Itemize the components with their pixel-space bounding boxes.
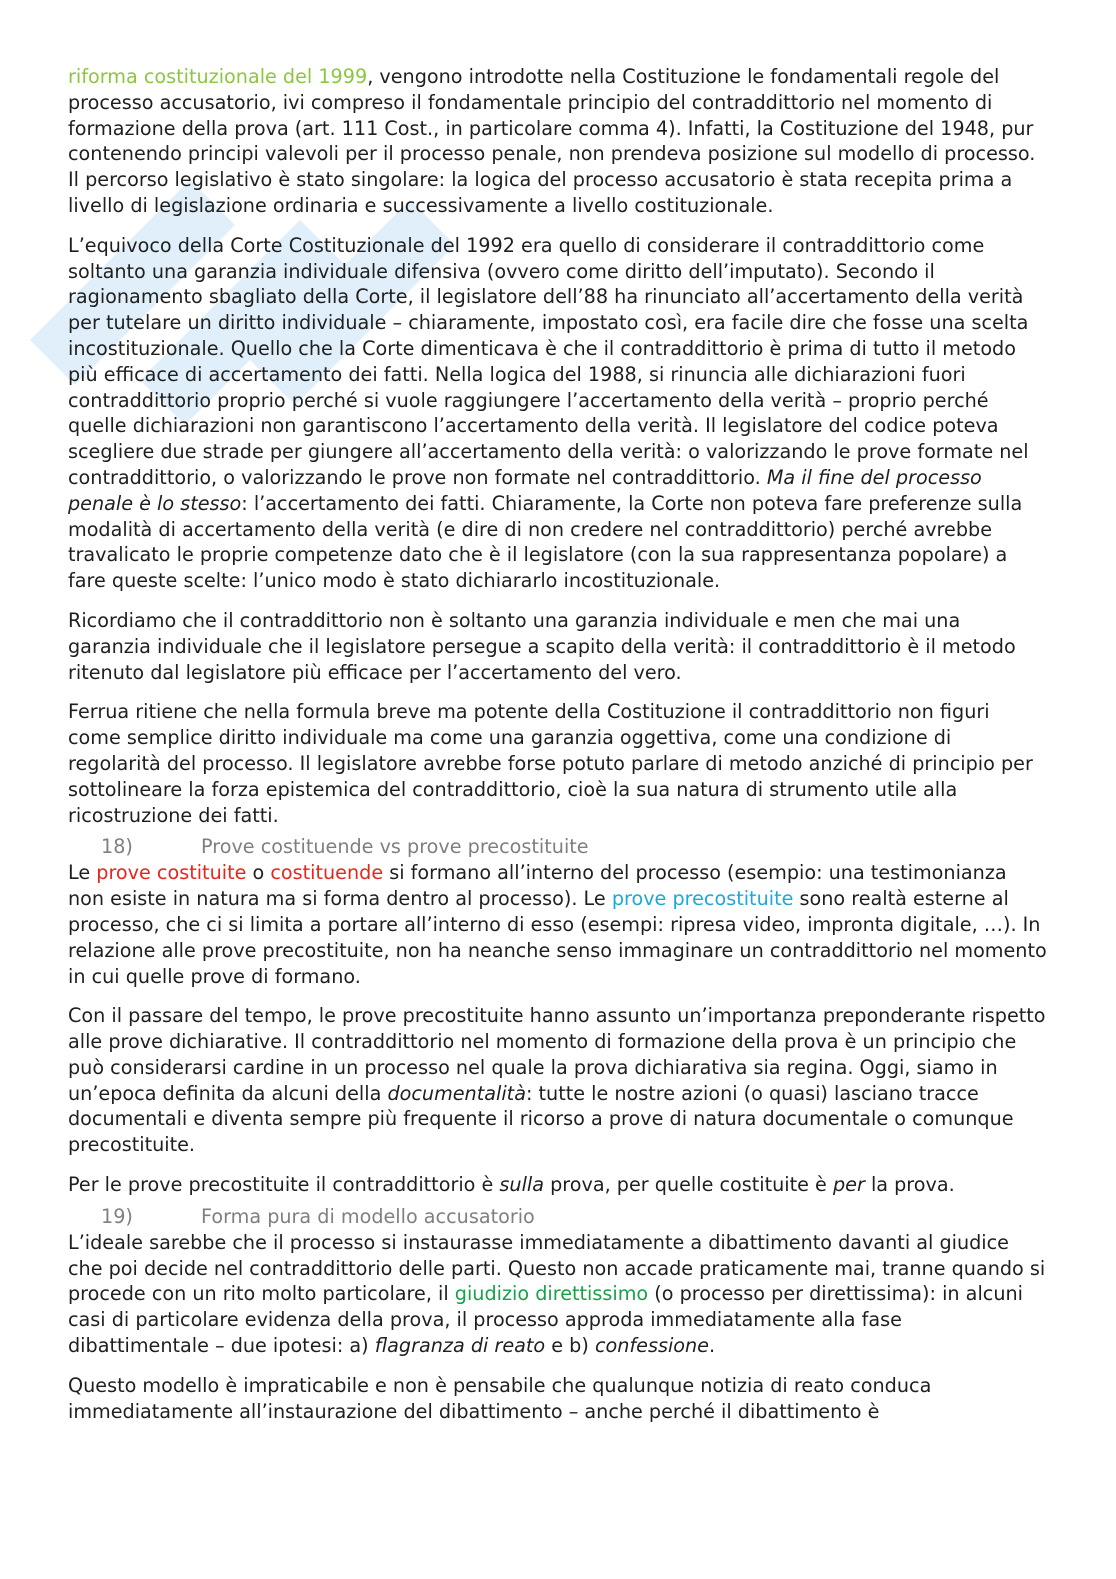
section-number: 18) — [101, 835, 133, 859]
paragraph — [68, 64, 1048, 219]
text: : l’accertamento dei fatti. Chiaramente, la Corte non poteva fare preferenze sulla modalità di accertamento della verità (e dire di non credere nel contraddittorio) perché avrebbe travalicato le proprie competenze dato che è il legislatore (con la sua rappresentanza popolare) a fare queste scelte: l’unico modo è stato dichiararlo incostituzionale. — [68, 491, 1023, 593]
paragraph — [68, 1003, 1048, 1158]
italic-text: confessione — [594, 1334, 709, 1358]
italic-text: documentalità — [387, 1081, 526, 1105]
paragraph — [68, 233, 1048, 594]
paragraph: Ricordiamo che il contraddittorio non è soltanto una garanzia individuale e men che mai una garanzia individuale che il legislatore persegue a scapito della verità: il contraddittorio è il metodo ritenuto dal legislatore più efficace per l’accertamento del vero. — [68, 608, 1016, 684]
text: e b) — [545, 1334, 595, 1358]
highlight-text: riforma costituzionale del 1999 — [68, 65, 368, 88]
text: (o processo per direttissima): in alcuni casi di particolare evidenza della prova, il processo approda immediatamente alla fase dibattimentale – due ipotesi: a) — [68, 1282, 1023, 1358]
italic-text: sulla — [499, 1173, 544, 1197]
italic-text: flagranza di reato — [374, 1334, 546, 1358]
paragraph: Questo modello è impraticabile e non è pensabile che qualunque notizia di reato conduca immediatamente all’instaurazione del dibattimento – anche perché il dibattimento è — [68, 1373, 932, 1423]
text: o — [246, 861, 271, 885]
highlight-text: prove precostituite — [611, 887, 794, 911]
document-page — [68, 64, 1048, 1438]
text: si formano all’interno del processo (esempio: una testimonianza non esiste in natura ma si forma dentro al processo). Le — [68, 861, 1007, 911]
text: . — [708, 1334, 716, 1358]
text: prova, per quelle costituite è — [544, 1173, 833, 1197]
highlight-text: prove costituite — [96, 861, 247, 885]
italic-text: Ma il fine del processo penale è lo stesso — [68, 465, 982, 515]
paragraph — [68, 1172, 1048, 1198]
text: L’equivoco della Corte Costituzionale del 1992 era quello di considerare il contraddittorio come soltanto una garanzia individuale difensiva (ovvero come diritto dell’imputato). Secondo il ragionamento sbagliato della Corte, il legislatore dell’88 ha rinunciato all’accertamento della verità per tutelare un diritto individuale – chiaramente, impostato così, era facile dire che fosse una scelta incostituzionale. Quello che la Corte dimenticava è che il contraddittorio è prima di tutto il metodo più efficace di accertamento dei fatti. Nella logica del 1988, si rinuncia alle dichiarazioni fuori contraddittorio proprio perché si vuole raggiungere l’accertamento della verità – proprio perché quelle dichiarazioni non garantiscono l’accertamento della verità. Il legislatore del codice poteva scegliere due strade per giungere all’accertamento della verità: o valorizzando le prove formate nel contraddittorio, o valorizzando le prove non formate nel contraddittorio. — [68, 233, 1029, 489]
paragraph — [68, 860, 1048, 989]
highlight-text: giudizio direttissimo — [454, 1282, 649, 1306]
paragraph — [68, 1230, 1048, 1359]
highlight-text: costituende — [270, 861, 384, 885]
section-title: Prove costituende vs prove precostituite — [201, 835, 589, 859]
text: Le — [68, 861, 97, 885]
text: , vengono introdotte nella Costituzione le fondamentali regole del processo accusatorio, ivi compreso il fondamentale principio del contraddittorio nel momento di formazione della prova (art. 111 Cost., in particolare comma 4). Infatti, la Costituzione del 1948, pur contenendo principi valevoli per il processo penale, non prendeva posizione sul modello di processo. Il percorso legislativo è stato singolare: la logica del processo accusatorio è stata recepita prima a livello di legislazione ordinaria e successivamente a livello costituzionale. — [68, 65, 1036, 217]
text: Per le prove precostituite il contraddittorio è — [68, 1173, 500, 1197]
paragraph: Ferrua ritiene che nella formula breve ma potente della Costituzione il contraddittorio non figuri come semplice diritto individuale ma come una garanzia oggettiva, come una condizione di regolarità del processo. Il legislatore avrebbe forse potuto parlare di metodo anziché di principio per sottolineare la forza epistemica del contraddittorio, cioè la sua natura di strumento utile alla ricostruzione dei fatti. — [68, 700, 1033, 827]
section-heading-18 — [68, 834, 1048, 860]
text: sono realtà esterne al processo, che ci si limita a portare all’interno di esso (esempi: ripresa video, impronta digitale, …). In relazione alle prove precostituite, non ha neanche senso immaginare un contraddittorio nel momento in cui quelle prove di formano. — [68, 887, 1047, 988]
section-title: Forma pura di modello accusatorio — [201, 1204, 535, 1228]
text: Con il passare del tempo, le prove precostituite hanno assunto un’importanza preponderante rispetto alle prove dichiarative. Il contraddittorio nel momento di formazione della prova è un principio che può considerarsi cardine in un processo nel quale la prova dichiarativa sia regina. Oggi, siamo in un’epoca definita da alcuni della — [68, 1004, 1046, 1105]
text: la prova. — [864, 1173, 955, 1197]
section-heading-19 — [68, 1204, 1048, 1230]
text: : tutte le nostre azioni (o quasi) lasciano tracce documentali e diventa sempre più frequente il ricorso a prove di natura documentale o comunque precostituite. — [68, 1081, 1014, 1157]
text: L’ideale sarebbe che il processo si instaurasse immediatamente a dibattimento davanti al giudice che poi decide nel contraddittorio delle parti. Questo non accade praticamente mai, tranne quando si procede con un rito molto particolare, il — [68, 1230, 1046, 1306]
italic-text: per — [832, 1173, 865, 1197]
section-number: 19) — [101, 1204, 133, 1228]
